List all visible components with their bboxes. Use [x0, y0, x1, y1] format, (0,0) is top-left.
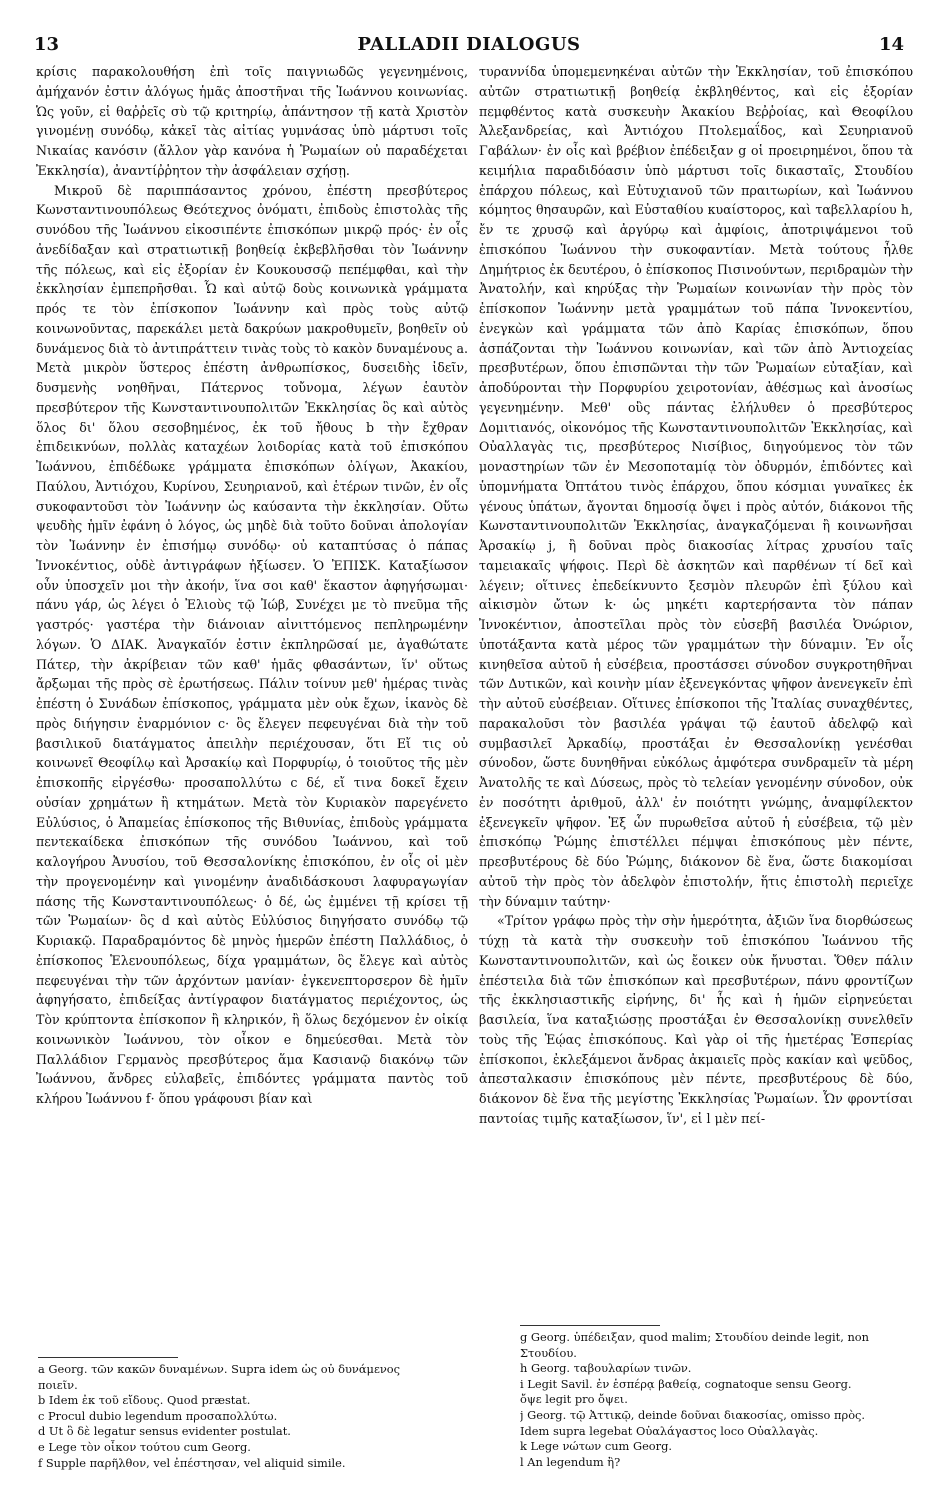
footnotes-left: [38, 1362, 468, 1471]
footnote-line: Στουδίου.: [520, 1345, 577, 1360]
right-column: [479, 62, 913, 1129]
footnote-line: a Georg. τῶν κακῶν δυναμένων. Supra idem ὡς οὐ δυνάμενος: [38, 1362, 401, 1376]
footnote-rule-right: [520, 1325, 660, 1326]
right-paragraph-1: τυραννίδα ὑπομεμενηκέναι αὐτῶν τὴν Ἐκκλησίαν, τοῦ ἐπισκόπου αὐτῶν στρατιωτικῇ βοηθείᾳ ἐκβληθέντος, καὶ εἰς ἐξορίαν πεμφθέντος κατὰ συσκευὴν Ἀκακίου Βεῤῥοίας, καὶ Θεοφίλου Ἀλεξανδρείας, καὶ Ἀντιόχου Πτολεμαΐδος, καὶ Σευηριανοῦ Γαβάλων· ἐν οἷς καὶ βρέβιον ἐπέδειξαν g οἱ προειρημένοι, ὅπου τὰ κειμήλια παραδιδόασιν ὑπὸ μάρτυσι τοῖς δικασταῖς, Στουδίου ἐπάρχου πόλεως, καὶ Εὐτυχιανοῦ τῶν πραιτωρίων, καὶ Ἰωάννου κόμητος θησαυρῶν, καὶ Εὐσταθίου κυαίστορος, καὶ ταβελλαρίου h, ἔν τε χρυσῷ καὶ ἀργύρῳ καὶ ἀμφίοις, ἀποτριψάμενοι τοῦ ἐπισκόπου Ἰωάννου τὴν συκοφαντίαν. Μετὰ τούτους ἦλθε Δημήτριος ἐκ δευτέρου, ὁ ἐπίσκοπος Πισινούντων, περιδραμὼν τὴν Ἀνατολήν, καὶ κηρύξας τὴν Ῥωμαίων κοινωνίαν τὴν πρὸς τὸν ἐπίσκοπον Ἰωάννην μετὰ γραμμάτων τοῦ πάπα Ἰννοκεντίου, ἐνεγκὼν καὶ γράμματα τῶν ἀπὸ Καρίας ἐπισκόπων, ὅπου ἀσπάζονται τὴν Ἰωάννου κοινωνίαν, καὶ τῶν ἀπὸ Ἀντιοχείας πρεσβυτέρων, ὅπου ἐπισπῶνται τὴν τῶν Ῥωμαίων εὐταξίαν, καὶ ἀποδύρονται τὴν Πορφυρίου χειροτονίαν, ἀθέσμως καὶ ἀνοσίως γεγενημένην. Μεθ' οὓς πάντας ἐλήλυθεν ὁ πρεσβύτερος Δομιτιανός, οἰκονόμος τῆς Κωνσταντινουπολιτῶν Ἐκκλησίας, καὶ Οὐαλλαγὰς τις, πρεσβύτερος Νισίβιος, διηγούμενος τὸν τῶν μοναστηρίων τῶν ἐν Μεσοποταμίᾳ τὸν ὀδυρμόν, ἐπιδόντες καὶ ὑπομνήματα Ὀπτάτου τινὸς ἐπάρχου, ὅπου κόσμιαι γυναῖκες ἐκ γένους ὑπάτων, ἄγονται δημοσίᾳ ὄψει i πρὸς αὐτόν, διάκονοι τῆς Κωνσταντινουπολιτῶν Ἐκκλησίας, ἀναγκαζόμεναι ἢ κοινωνῆσαι Ἀρσακίῳ j, ἢ δοῦναι πρὸς διακοσίας λίτρας χρυσίου ταῖς ταμειακαῖς ψήφοις. Περὶ δὲ ἀσκητῶν καὶ παρθένων τί δεῖ καὶ λέγειν; οἵτινες ἐπεδείκνυντο ξεσμὸν πλευρῶν ἐπὶ ξύλου καὶ αἰκισμὸν ὤτων k· ὡς μηκέτι καρτερήσαντα τὸν πάπαν Ἰννοκέντιον, ἀποστεῖλαι πρὸς τὸν εὐσεβῆ βασιλέα Ὀνώριον, ὑποτάξαντα κατὰ μέρος τῶν γραμμάτων τὴν δύναμιν. Ἐν οἷς κινηθεῖσα αὐτοῦ ἡ εὐσέβεια, προστάσσει σύνοδον συγκροτηθῆναι τῶν Δυτικῶν, καὶ κοινὴν μίαν ἐξενεγκόντας ψῆφον ἀνενεγκεῖν ἐπὶ τὴν αὐτοῦ εὐσέβειαν. Οἵτινες ἐπίσκοποι τῆς Ἰταλίας συναχθέντες, παρακαλοῦσι τὸν βασιλέα γράψαι τῷ ἑαυτοῦ ἀδελφῷ καὶ συμβασιλεῖ Ἀρκαδίῳ, προστάξαι ἐν Θεσσαλονίκῃ γενέσθαι σύνοδον, ὥστε δυνηθῆναι εὐκόλως ἀμφότερα συνδραμεῖν τὰ μέρη Ἀνατολῆς τε καὶ Δύσεως, πρὸς τὸ τελείαν γενομένην σύνοδον, οὐκ ἐν ποσότητι ἀριθμοῦ, ἀλλ' ἐν ποιότητι γνώμης, ἀναμφίλεκτον ἐξενεγκεῖν ψῆφον. Ἐξ ὧν πυρωθεῖσα αὐτοῦ ἡ εὐσέβεια, τῷ μὲν ἐπισκόπῳ Ῥώμης ἐπιστέλλει πέμψαι ἐπισκόπους μὲν πέντε, πρεσβυτέρους δὲ δύο Ῥώμης, διάκονον δὲ ἕνα, ὥστε διακομίσαι αὐτοῦ τὴν πρὸς τὸν ἀδελφὸν ἐπιστολήν, ἥτις ἐπιστολὴ περιεῖχε τὴν δύναμιν ταύτην·: [479, 64, 913, 909]
page-header: [34, 34, 904, 60]
page-number-right: 14: [878, 34, 904, 55]
footnote-line: j Georg. τῷ Ἀττικῷ, deinde δοῦναι διακοσίας, omisso πρὸς.: [520, 1407, 866, 1422]
footnote-line: c Procul dubio legendum προσαπολλύτω.: [38, 1408, 278, 1423]
left-paragraph-2: Μικροῦ δὲ παριππάσαντος χρόνου, ἐπέστη πρεσβύτερος Κωνσταντινουπόλεως Θεότεχνος ὀνόματι, ἐπιδοὺς ἐπιστολὰς τῆς συνόδου τῆς Ἰωάννου εἰκοσιπέντε ἐπισκόπων μικρῷ πρός· ἐν οἷς ἀνεδίδαξαν καὶ στρατιωτικῇ βοηθείᾳ ἐκβεβλῆσθαι τὸν Ἰωάννην τῆς πόλεως, καὶ εἰς ἐξορίαν ἐν Κουκουσσῷ πεπέμφθαι, καὶ τὴν ἐκκλησίαν ἐμπεπρῆσθαι. Ὧ καὶ αὐτῷ δοὺς κοινωνικὰ γράμματα πρός τε τὸν ἐπίσκοπον Ἰωάννην καὶ πρὸς τοὺς αὐτῷ κοινωνοῦντας, παρεκάλει μετὰ δακρύων μακροθυμεῖν, βοηθεῖν οὐ δυνάμενος διὰ τὸ ἀντιπράττειν τινὰς τοὺς τὸ κακὸν δυναμένους a. Μετὰ μικρὸν ὕστερος ἐπέστη ἀνθρωπίσκος, δυσειδὴς ἰδεῖν, δυσμενὴς νοηθῆναι, Πάτερνος τοὔνομα, λέγων ἑαυτὸν πρεσβύτερον τῆς Κωνσταντινουπολιτῶν Ἐκκλησίας ὃς καὶ αὐτὸς ὅλος δι' ὅλου σεσοβημένος, ἐκ τοῦ ἤθους b τὴν ἔχθραν ἐπιδεικνύων, πολλὰς καταχέων λοιδορίας κατὰ τοῦ ἐπισκόπου Ἰωάννου, ἐπιδέδωκε γράμματα ἐπισκόπων ὀλίγων, Ἀκακίου, Παύλου, Ἀντιόχου, Κυρίνου, Σευηριανοῦ, καὶ ἑτέρων τινῶν, ἐν οἷς συκοφαντοῦσι τὸν Ἰωάννην ὡς καύσαντα τὴν ἐκκλησίαν. Οὕτω ψευδὴς ἡμῖν ἐφάνη ὁ λόγος, ὡς μηδὲ διὰ τοῦτο δοῦναι ἀπολογίαν τὸν Ἰωάννην ἐν ἐπισήμῳ συνόδῳ· οὐ καταπτύσας ὁ πάπας Ἰννοκέντιος, οὐδὲ ἀντιγράφων ἠξίωσεν. Ὁ ἘΠΙΣΚ. Καταξίωσον οὖν ὑποσχεῖν μοι τὴν ἀκοήν, ἵνα σοι καθ' ἕκαστον ἀφηγήσωμαι· πάνυ γάρ, ὡς λέγει ὁ Ἐλιοὺς τῷ Ἰώβ, Συνέχει με τὸ πνεῦμα τῆς γαστρός· γαστέρα τὴν διάνοιαν αἰνιττόμενος πεπληρωμένην λόγων. Ὁ ΔΙΑΚ. Ἀναγκαῖόν ἐστιν ἐκπληρῶσαί με, ἀγαθώτατε Πάτερ, τὴν ἀκρίβειαν τῶν καθ' ἡμᾶς φθασάντων, ἵν' οὕτως ἄρξωμαι τῆς πρὸς σὲ ἐρωτήσεως. Πάλιν τοίνυν μεθ' ἡμέρας τινὰς ἐπέστη ὁ Συνάδων ἐπίσκοπος, γράμματα μὲν οὐκ ἔχων, ἱκανὸς δὲ πρὸς διήγησιν ἐναρμόνιον c· ὃς ἔλεγεν πεφευγέναι διὰ τὴν τοῦ βασιλικοῦ διατάγματος ἀπειλὴν περιέχουσαν, ὅτι Εἴ τις οὐ κοινωνεῖ Θεοφίλῳ καὶ Ἀρσακίῳ καὶ Πορφυρίῳ, ὁ τοιοῦτος τῆς μὲν ἐπισκοπῆς εἰργέσθω· προσαπολλύτω c δέ, εἴ τινα δοκεῖ ἔχειν οὐσίαν χρημάτων ἢ κτημάτων. Μετὰ τὸν Κυριακὸν παρεγένετο Εὐλύσιος, ὁ Ἀπαμείας ἐπίσκοπος τῆς Βιθυνίας, ἐπιδοὺς γράμματα πεντεκαίδεκα ἐπισκόπων τῆς συνόδου Ἰωάννου, καὶ τοῦ καλογήρου Ἀνυσίου, τοῦ Θεσσαλονίκης ἐπισκόπου, ἐν οἷς οἱ μὲν τὴν προγενομένην καὶ γινομένην ἀναδιδάσκουσι λαφυραγωγίαν πάσης τῆς Κωνσταντινουπόλεως· ὁ δέ, ὡς ἐμμένει τῇ κρίσει τῇ τῶν Ῥωμαίων· ὃς d καὶ αὐτὸς Εὐλύσιος διηγήσατο συνόδῳ τῷ Κυριακῷ. Παραδραμόντος δὲ μηνὸς ἡμερῶν ἐπέστη Παλλάδιος, ὁ ἐπίσκοπος Ἑλενουπόλεως, δίχα γραμμάτων, ὃς ἔλεγε καὶ αὐτὸς πεφευγέναι τὴν τῶν ἀρχόντων μανίαν· ἐγκενεπτορσερον δὲ ἡμῖν ἀφηγήσατο, ἐπιδείξας ἀντίγραφον διατάγματος περιέχοντος, ὡς Τὸν κρύπτοντα ἐπίσκοπον ἢ κληρικόν, ἢ ὅλως δεχόμενον ἐν οἰκίᾳ κοινωνικὸν Ἰωάννου, τὸν οἶκον e δημεύεσθαι. Μετὰ τὸν Παλλάδιον Γερμανὸς πρεσβύτερος ἅμα Κασιανῷ διακόνῳ τῶν Ἰωάννου, ἄνδρες εὐλαβεῖς, ἐπιδόντες γράμματα παντὸς τοῦ κλήρου Ἰωάννου f· ὅπου γράφουσι βίαν καὶ: [36, 182, 468, 1106]
running-title: PALLADII DIALOGUS: [357, 34, 581, 55]
footnote-rule-left: [38, 1357, 178, 1358]
footnote-line: ποιεῖν.: [38, 1377, 78, 1392]
footnote-line: i Legit Savil. ἐν ἑσπέρᾳ βαθείᾳ, cognatoque sensu Georg.: [520, 1376, 852, 1391]
footnote-line: b Idem ἐκ τοῦ εἴδους. Quod præstat.: [38, 1393, 251, 1408]
footnote-line: g Georg. ὑπέδειξαν, quod malim; Στουδίου deinde legit, non: [520, 1330, 869, 1344]
footnotes-right: [520, 1330, 920, 1470]
footnote-line: k Lege νώτων cum Georg.: [520, 1439, 673, 1454]
footnote-line: d Ut ὃ δὲ legatur sensus evidenter postulat.: [38, 1424, 291, 1439]
footnote-line: h Georg. ταβουλαρίων τινῶν.: [520, 1361, 692, 1376]
footnote-line: f Supple παρῆλθον, vel ἐπέστησαν, vel aliquid simile.: [38, 1455, 346, 1470]
left-paragraph-1: κρίσις παρακολουθήση ἐπὶ τοῖς παιγνιωδῶς γεγενημένοις, ἀμήχανόν ἐστιν ἀλόγως ἡμᾶς ἀποστῆναι τῆς Ἰωάννου κοινωνίας. Ὡς γοῦν, εἰ θαῤῥεῖς σὺ τῷ κριτηρίῳ, ἀπάντησον τῇ κατὰ Χριστὸν γινομένῃ συνόδῳ, κἀκεῖ τὰς αἰτίας γυμνάσας ὑπὸ μάρτυσι τοῖς Νικαίας κανόσιν (ἄλλον γὰρ κανόνα ἡ Ῥωμαίων οὐ παραδέχεται Ἐκκλησία), ἀναντίῤῥητον τὴν ἀσφάλειαν σχήσῃ.: [36, 64, 468, 178]
footnote-line: Idem supra legebat Οὐαλάγαστος loco Οὐαλλαγὰς.: [520, 1423, 819, 1438]
footnote-line: l An legendum ἢ?: [520, 1454, 621, 1469]
right-paragraph-2: «Τρίτον γράφω πρὸς τὴν σὴν ἡμερότητα, ἀξιῶν ἵνα διορθώσεως τύχῃ τὰ κατὰ τὴν συσκευὴν τοῦ ἐπισκόπου Ἰωάννου τῆς Κωνσταντινουπολιτῶν, καὶ ὡς ἔοικεν οὐκ ἤνυσται. Ὅθεν πάλιν ἐπέστειλα διὰ τῶν ἐπισκόπων καὶ πρεσβυτέρων, πάνυ φροντίζων τῆς ἐκκλησιαστικῆς εἰρήνης, δι' ἧς καὶ ἡ ἡμῶν εἰρηνεύεται βασιλεία, ἵνα καταξιώσῃς προστάξαι ἐν Θεσσαλονίκῃ συνελθεῖν τοὺς τῆς Ἑῴας ἐπισκόπους. Καὶ γὰρ οἱ τῆς ἡμετέρας Ἑσπερίας ἐπίσκοποι, ἐκλεξάμενοι ἄνδρας ἀκμαιεῖς πρὸς κακίαν καὶ ψεῦδος, ἀπεσταλκασιν ἐπισκόπους μὲν πέντε, πρεσβυτέρους δὲ δύο, διάκονον δὲ ἕνα τῆς μεγίστης Ἐκκλησίας Ῥωμαίων. Ὧν φροντίσαι παντοίας τιμῆς καταξίωσον, ἵν', εἰ l μὲν πεί-: [479, 913, 913, 1126]
page-number-left: 13: [34, 34, 60, 55]
left-column: [36, 62, 468, 1109]
footnote-line: ὄψε legit pro ὄψει.: [520, 1392, 628, 1407]
footnote-line: e Lege τὸν οἶκον τούτου cum Georg.: [38, 1439, 251, 1454]
